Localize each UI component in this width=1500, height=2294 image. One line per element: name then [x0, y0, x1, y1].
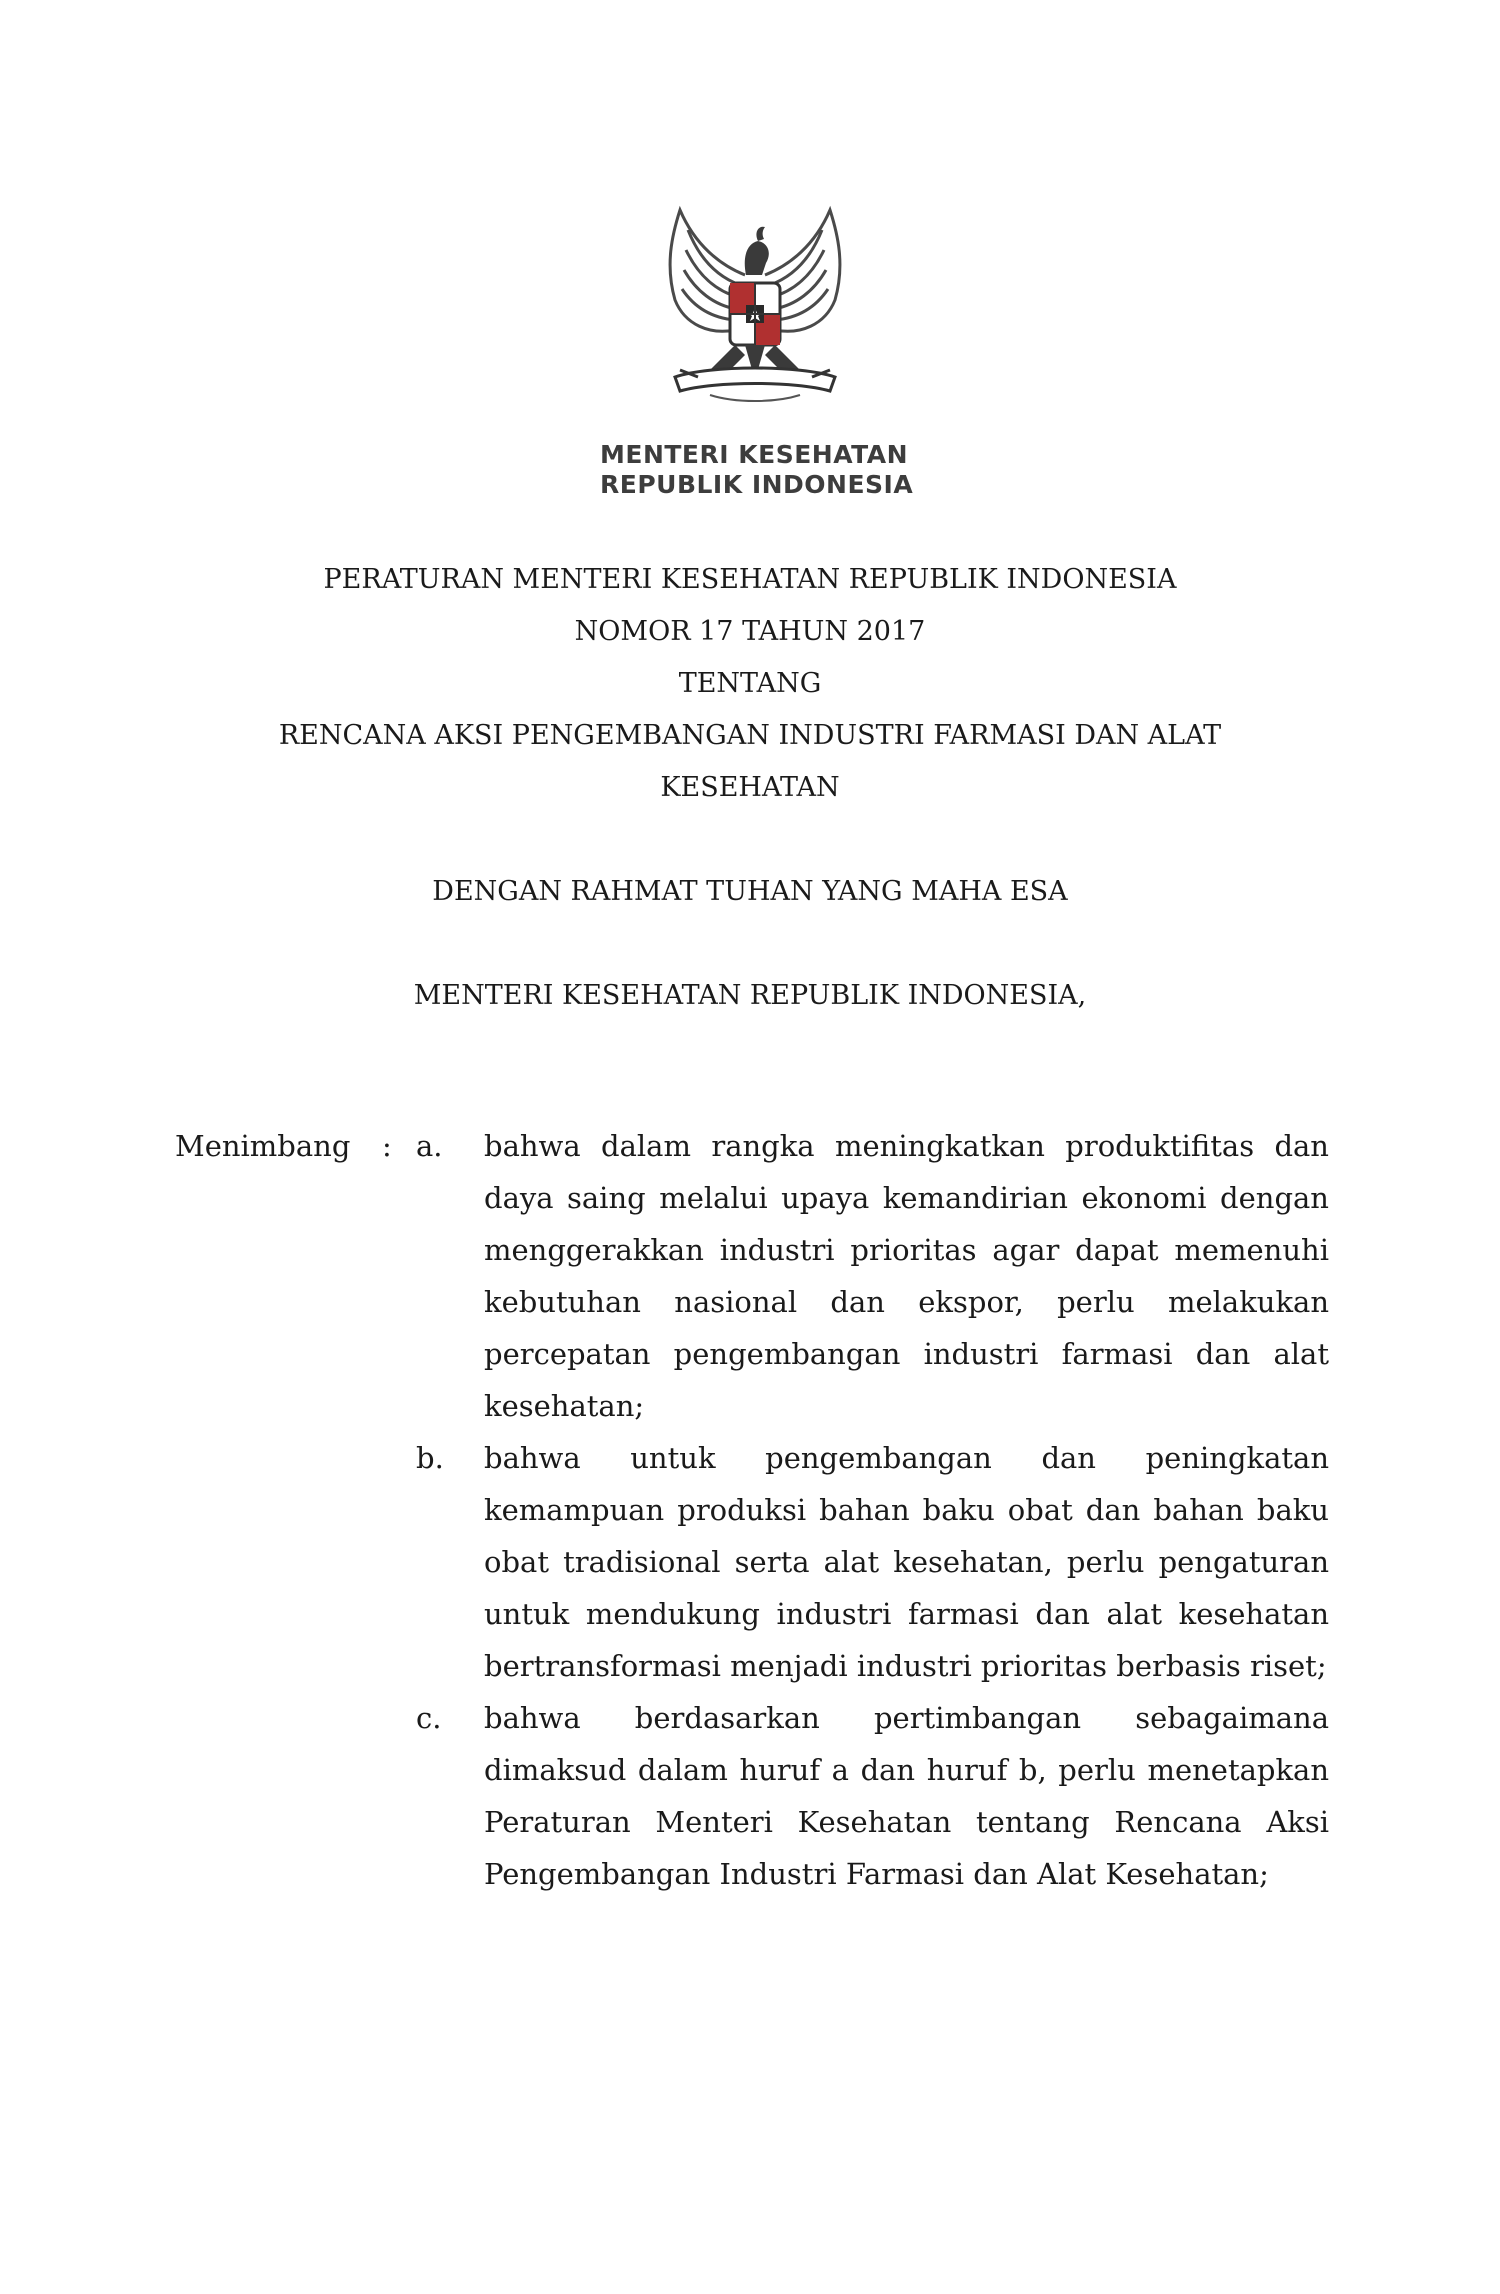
- title-line-5: KESEHATAN: [660, 772, 840, 803]
- ministry-line-1: MENTERI KESEHATAN: [600, 440, 909, 469]
- clause-letter: a.: [416, 1129, 443, 1163]
- clause-b: [0, 1432, 1500, 1692]
- ministry-line-2: REPUBLIK INDONESIA: [600, 470, 914, 499]
- title-line-4: RENCANA AKSI PENGEMBANGAN INDUSTRI FARMASI DAN ALAT: [278, 720, 1222, 751]
- menimbang-clauses: [0, 1120, 1500, 1900]
- garuda-emblem-icon: [650, 205, 860, 427]
- title-line-2: NOMOR 17 TAHUN 2017: [574, 616, 926, 647]
- clause-a: [0, 1120, 1500, 1432]
- ministry-name: [600, 440, 914, 500]
- clause-letter: c.: [416, 1701, 442, 1735]
- title-line-1: PERATURAN MENTERI KESEHATAN REPUBLIK INDONESIA: [323, 564, 1177, 595]
- title-line-3: TENTANG: [678, 668, 822, 699]
- clause-letter: b.: [416, 1441, 444, 1475]
- clause-text: bahwa untuk pengembangan dan peningkatan kemampuan produksi bahan baku obat dan bahan baku obat tradisional serta alat kesehatan, perlu pengaturan untuk mendukung industri farmasi dan alat kesehatan bertransformasi menjadi industri prioritas berbasis riset;: [484, 1441, 1329, 1683]
- clause-text: bahwa berdasarkan pertimbangan sebagaimana dimaksud dalam huruf a dan huruf b, perlu menetapkan Peraturan Menteri Kesehatan tentang Rencana Aksi Pengembangan Industri Farmasi dan Alat Kesehatan;: [484, 1701, 1329, 1891]
- regulation-title: [0, 554, 1500, 1022]
- clause-text: bahwa dalam rangka meningkatkan produktifitas dan daya saing melalui upaya kemandirian ekonomi dengan menggerakkan industri prioritas agar dapat memenuhi kebutuhan nasional dan ekspor, perlu melakukan percepatan pengembangan industri farmasi dan alat kesehatan;: [484, 1129, 1329, 1423]
- invocation: DENGAN RAHMAT TUHAN YANG MAHA ESA: [432, 876, 1068, 907]
- authority: MENTERI KESEHATAN REPUBLIK INDONESIA,: [413, 980, 1087, 1011]
- menimbang-label: Menimbang: [175, 1129, 351, 1163]
- clause-c: [0, 1692, 1500, 1900]
- menimbang-colon: :: [382, 1129, 392, 1163]
